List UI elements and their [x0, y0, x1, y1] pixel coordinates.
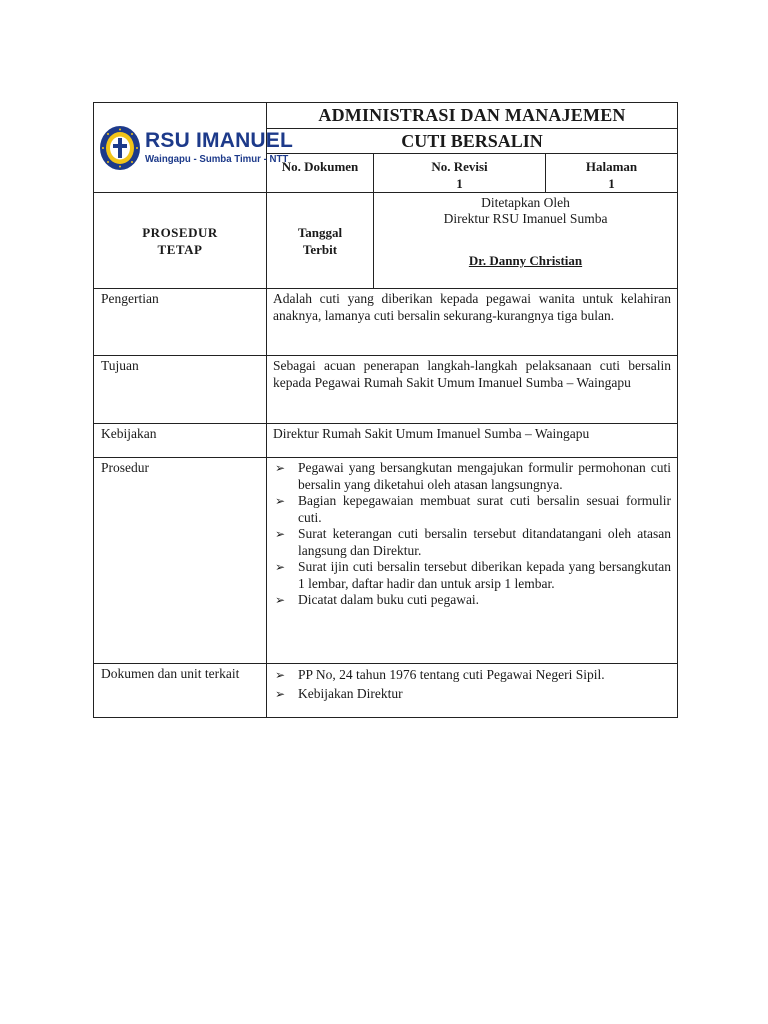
tujuan-label: Tujuan	[94, 356, 267, 424]
no-dokumen-label: No. Dokumen	[281, 159, 359, 174]
arrow-bullet-icon: ➢	[275, 686, 286, 701]
arrow-bullet-icon: ➢	[275, 593, 286, 607]
document-subtitle: CUTI BERSALIN	[267, 129, 678, 154]
tujuan-text: Sebagai acuan penerapan langkah-langkah pelaksanaan cuti bersalin kepada Pegawai Rumah Sakit Umum Imanuel Sumba – Waingapu	[267, 356, 678, 424]
arrow-bullet-icon: ➢	[275, 527, 286, 541]
logo-name: RSU IMANUEL	[145, 129, 294, 153]
halaman-value: 1	[608, 176, 615, 191]
list-item: ➢ PP No, 24 tahun 1976 tentang cuti Pegawai Negeri Sipil.	[275, 667, 605, 682]
approval-cell	[374, 193, 678, 289]
no-revisi-value: 1	[456, 176, 463, 191]
list-item: ➢ Bagian kepegawaian membuat surat cuti bersalin sesuai formulir cuti.	[275, 493, 672, 525]
list-item: ➢ Pegawai yang bersangkutan mengajukan formulir permohonan cuti bersalin yang diketahui oleh atasan langsungnya.	[275, 460, 672, 492]
hospital-logo	[94, 125, 294, 171]
arrow-bullet-icon: ➢	[275, 494, 286, 508]
tanggal-label-line1: Tanggal	[297, 224, 343, 240]
arrow-bullet-icon: ➢	[275, 560, 286, 574]
director-title: Direktur RSU Imanuel Sumba	[443, 211, 608, 226]
pengertian-label: Pengertian	[94, 289, 267, 356]
procedure-label-cell	[94, 193, 267, 289]
arrow-bullet-icon: ➢	[275, 461, 286, 475]
pengertian-text: Adalah cuti yang diberikan kepada pegawai wanita untuk kelahiran anaknya, lamanya cuti bersalin sekurang-kurangnya tiga bulan.	[267, 289, 678, 356]
procedure-label-line1: PROSEDUR	[142, 224, 218, 240]
kebijakan-label: Kebijakan	[94, 424, 267, 458]
prosedur-list	[273, 460, 671, 609]
list-item: ➢ Kebijakan Direktur	[275, 685, 403, 701]
dokumen-label: Dokumen dan unit terkait	[94, 664, 267, 718]
list-item: ➢ Dicatat dalam buku cuti pegawai.	[275, 592, 480, 607]
dokumen-cell	[267, 664, 678, 718]
prosedur-cell	[267, 458, 678, 664]
halaman-cell	[546, 154, 678, 193]
prosedur-label: Prosedur	[94, 458, 267, 664]
logo-cell	[94, 103, 294, 193]
no-revisi-cell	[374, 154, 546, 193]
list-item: ➢ Surat ijin cuti bersalin tersebut diberikan kepada yang bersangkutan 1 lembar, daftar hadir dan untuk arsip 1 lembar.	[275, 559, 672, 591]
sop-table	[93, 102, 678, 718]
hospital-seal-icon	[99, 125, 141, 171]
document-title: ADMINISTRASI DAN MANAJEMEN	[267, 103, 678, 129]
dokumen-list	[273, 667, 671, 702]
procedure-label-line2: TETAP	[157, 241, 203, 257]
no-revisi-label: No. Revisi	[431, 159, 488, 174]
tanggal-terbit-cell	[267, 193, 374, 289]
sop-document	[93, 102, 677, 718]
logo-subtitle: Waingapu - Sumba Timur - NTT	[145, 153, 289, 166]
arrow-bullet-icon: ➢	[275, 668, 286, 682]
list-item: ➢ Surat keterangan cuti bersalin tersebut ditandatangani oleh atasan langsung dan Direktur.	[275, 526, 672, 558]
tanggal-label-line2: Terbit	[302, 241, 338, 257]
halaman-label: Halaman	[585, 159, 638, 174]
ditetapkan-label: Ditetapkan Oleh	[481, 195, 570, 210]
signatory-name: Dr. Danny Christian	[468, 253, 583, 268]
kebijakan-text: Direktur Rumah Sakit Umum Imanuel Sumba – Waingapu	[267, 424, 678, 458]
